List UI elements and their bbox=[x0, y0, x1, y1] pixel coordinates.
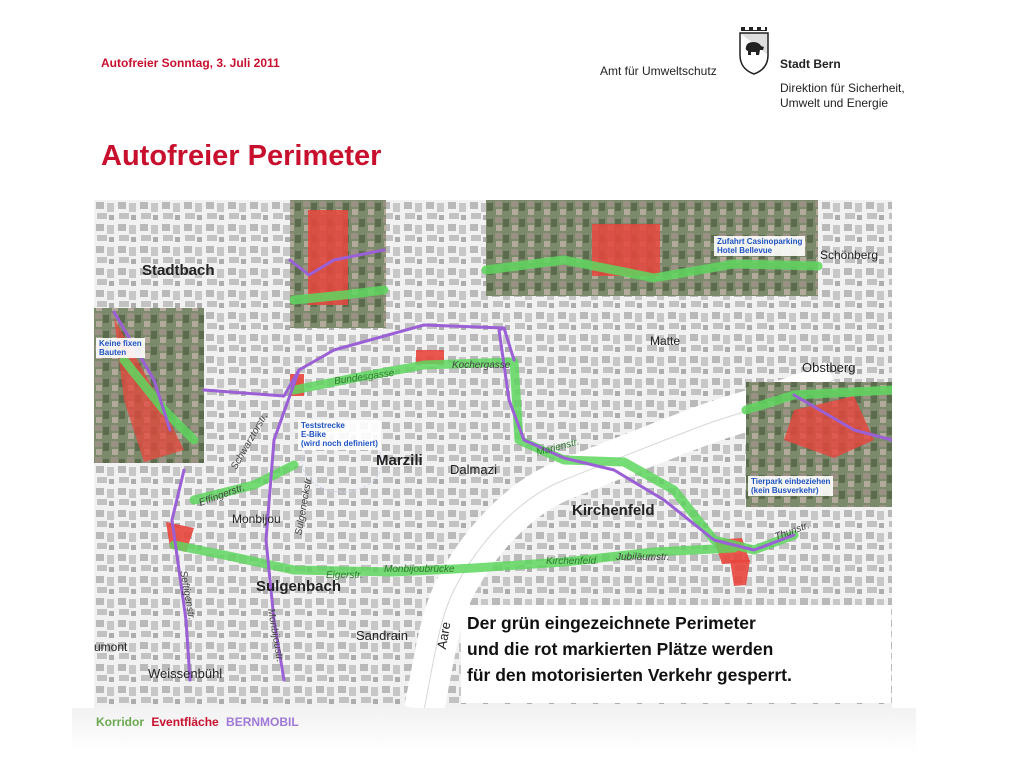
street-label-monbijoustr: Monbijoustr. bbox=[264, 607, 286, 664]
callout-baustelle-line1: Keine fixen bbox=[99, 339, 142, 348]
callout-no-fixed-buildings bbox=[96, 338, 145, 358]
map-label-sulgenbach: Sulgenbach bbox=[256, 578, 342, 595]
street-label-sulgeneckstr: Sulgeneckstr. bbox=[293, 474, 315, 537]
callout-tierpark-line1: Tierpark einbeziehen bbox=[751, 477, 831, 486]
legend-event-area: Eventfläche bbox=[151, 715, 219, 729]
map-label-obstberg: Obstberg bbox=[802, 360, 856, 375]
map-label-dalmazi: Dalmazi bbox=[450, 462, 497, 477]
street-label-thunstr: Thunstr. bbox=[773, 520, 812, 543]
street-label-bundesgasse: Bundesgasse bbox=[333, 367, 396, 388]
legend-corridor: Korridor bbox=[96, 715, 144, 729]
org-sub-line2: Umwelt und Energie bbox=[780, 96, 889, 110]
org-sub-line1: Direktion für Sicherheit, bbox=[780, 81, 905, 95]
map-label-sandrain: Sandrain bbox=[356, 628, 409, 643]
org-name: Stadt Bern bbox=[780, 57, 841, 71]
map-label-matte: Matte bbox=[650, 334, 681, 348]
note-line1: Der grün eingezeichnete Perimeter bbox=[467, 613, 756, 633]
street-label-monbijoubrucke: Monbijoubrücke bbox=[384, 564, 455, 575]
street-label-schwarztorstr: Schwarztorstr. bbox=[229, 411, 271, 472]
map-label-lumont: umont bbox=[94, 640, 128, 654]
note-line3: für den motorisierten Verkehr gesperrt. bbox=[467, 665, 792, 685]
callout-casino-access bbox=[714, 236, 805, 256]
legend-bernmobil: BERNMOBIL bbox=[226, 715, 299, 729]
callout-ebike-test bbox=[298, 420, 381, 450]
map-label-monbijou: Monbijou bbox=[232, 512, 281, 526]
street-label-jubilaumstr: Jubiläumstr. bbox=[616, 552, 670, 563]
map-legend bbox=[96, 715, 303, 729]
page-title: Autofreier Perimeter bbox=[101, 140, 382, 172]
map-label-schonberg: Schönberg bbox=[820, 248, 879, 262]
department-label: Amt für Umweltschutz bbox=[600, 64, 717, 78]
callout-casino-line1: Zufahrt Casinoparking bbox=[717, 237, 803, 246]
map-label-weissenbuhl: Weissenbühl bbox=[148, 666, 223, 681]
callout-tierpark bbox=[748, 476, 833, 496]
map-label-stadtbach: Stadtbach bbox=[142, 262, 215, 279]
map-label-kirchenfeld: Kirchenfeld bbox=[572, 502, 655, 519]
street-label-kochergasse: Kochergasse bbox=[452, 360, 511, 371]
perimeter-note bbox=[461, 605, 891, 703]
map-label-aare: Aare bbox=[433, 620, 454, 651]
street-label-marienstr: Marienstr. bbox=[535, 436, 581, 459]
event-date-header: Autofreier Sonntag, 3. Juli 2011 bbox=[101, 56, 280, 70]
note-line2: und die rot markierten Plätze werden bbox=[467, 639, 774, 659]
callout-casino-line2: Hotel Bellevue bbox=[717, 246, 773, 256]
street-label-kirchenfeldstr: Kirchenfeld bbox=[546, 556, 597, 567]
callout-baustelle-line2: Bauten bbox=[99, 348, 127, 358]
callout-tierpark-line2: (kein Busverkehr) bbox=[751, 486, 819, 496]
callout-ebike-line2: E-Bike bbox=[301, 430, 326, 440]
street-label-eigerstr: Eigerstr. bbox=[326, 570, 363, 581]
street-label-effingerstr: Effingerstr. bbox=[197, 482, 247, 509]
map-label-marzili: Marzili bbox=[376, 452, 423, 469]
callout-ebike-line1: Teststrecke bbox=[301, 421, 345, 430]
callout-ebike-line3: (wird noch definiert) bbox=[301, 439, 378, 449]
bern-coat-of-arms-icon bbox=[737, 25, 771, 75]
street-label-seftigenstr: Seftigenstr. bbox=[177, 569, 197, 622]
